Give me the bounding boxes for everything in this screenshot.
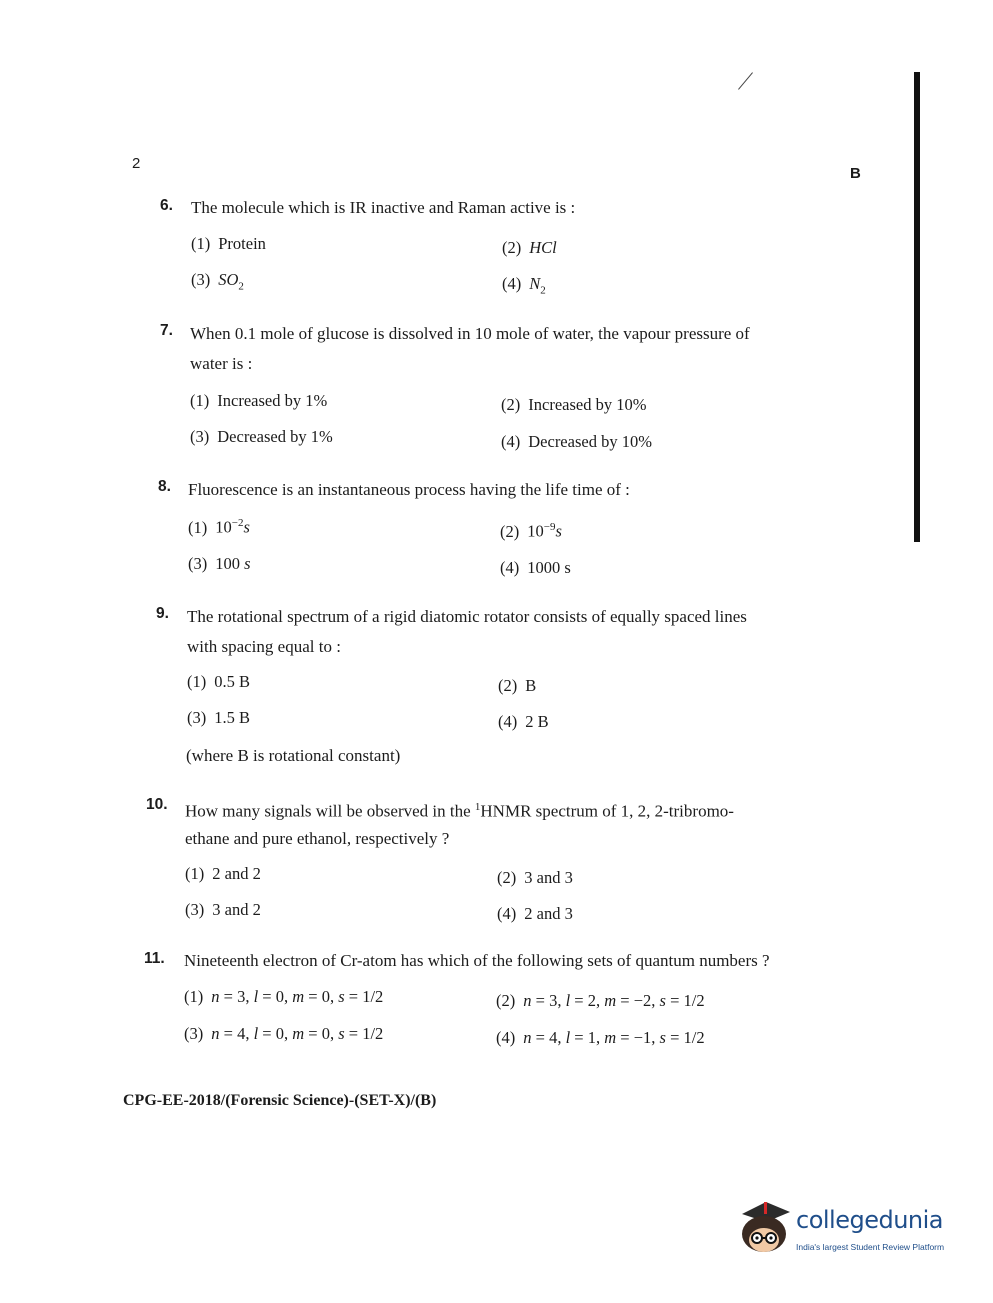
question-text-line-2: water is : (190, 354, 253, 373)
option-4: (4) 1000 s (500, 558, 571, 577)
question-text: The molecule which is IR inactive and Raman active is : (191, 198, 576, 217)
question-number: 6. (160, 197, 173, 214)
question-text-line-1: How many signals will be observed in the $^1$HNMR spectrum of 1, 2, 2-tribromo- (185, 801, 734, 821)
option-1: (1) 0.5 B (187, 672, 251, 691)
logo-wordmark: collegedunia (796, 1206, 944, 1234)
set-label: B (850, 165, 861, 182)
option-3: (3) $SO_2$ (191, 270, 244, 293)
option-2: (2) HCl (502, 238, 557, 257)
pen-mark (738, 72, 753, 89)
scan-edge-bar (914, 72, 920, 542)
option-3: (3) Decreased by 1% (190, 427, 333, 446)
question-text-line-2: ethane and pure ethanol, respectively ? (185, 829, 450, 848)
option-3: (3) 3 and 2 (185, 900, 261, 919)
option-2: (2) Increased by 10% (501, 395, 647, 414)
option-3: (3) 100 s (188, 554, 251, 573)
option-4: (4) 2 B (498, 712, 549, 731)
option-2: (2) 3 and 3 (497, 868, 573, 887)
question-note: (where B is rotational constant) (186, 746, 401, 765)
question-number: 8. (158, 478, 171, 495)
option-1: (1) Increased by 1% (190, 391, 328, 410)
option-1: (1) Protein (191, 234, 266, 253)
question-number: 10. (146, 796, 168, 813)
footer-code: CPG-EE-2018/(Forensic Science)-(SET-X)/(B) (123, 1092, 437, 1109)
option-2: (2) $10^{-9}s$ (500, 521, 562, 541)
mascot-icon (736, 1196, 794, 1256)
question-text-line-1: When 0.1 mole of glucose is dissolved in 10 mole of water, the vapour pressure of (190, 324, 750, 343)
logo-tagline: India's largest Student Review Platform (796, 1242, 945, 1252)
option-1: (1) 2 and 2 (185, 864, 261, 883)
question-number: 9. (156, 605, 169, 622)
option-4: (4) n = 4, l = 1, m = −1, s = 1/2 (496, 1028, 705, 1047)
question-text-line-1: The rotational spectrum of a rigid diatomic rotator consists of equally spaced lines (187, 607, 747, 626)
collegedunia-logo[interactable] (736, 1196, 961, 1258)
page-number: 2 (132, 155, 141, 172)
option-2: (2) B (498, 676, 537, 695)
question-number: 7. (160, 322, 173, 339)
option-1: (1) n = 3, l = 0, m = 0, s = 1/2 (184, 987, 384, 1006)
option-3: (3) 1.5 B (187, 708, 251, 727)
option-4: (4) 2 and 3 (497, 904, 573, 923)
question-text-line-2: with spacing equal to : (187, 637, 341, 656)
question-number: 11. (144, 950, 165, 967)
option-1: (1) $10^{-2}s$ (188, 517, 250, 537)
option-4: (4) $N_2$ (502, 274, 546, 297)
question-text: Nineteenth electron of Cr-atom has which of the following sets of quantum numbers ? (184, 951, 770, 970)
question-text: Fluorescence is an instantaneous process having the life time of : (188, 480, 630, 499)
option-4: (4) Decreased by 10% (501, 432, 652, 451)
option-3: (3) n = 4, l = 0, m = 0, s = 1/2 (184, 1024, 384, 1043)
option-2: (2) n = 3, l = 2, m = −2, s = 1/2 (496, 991, 705, 1010)
